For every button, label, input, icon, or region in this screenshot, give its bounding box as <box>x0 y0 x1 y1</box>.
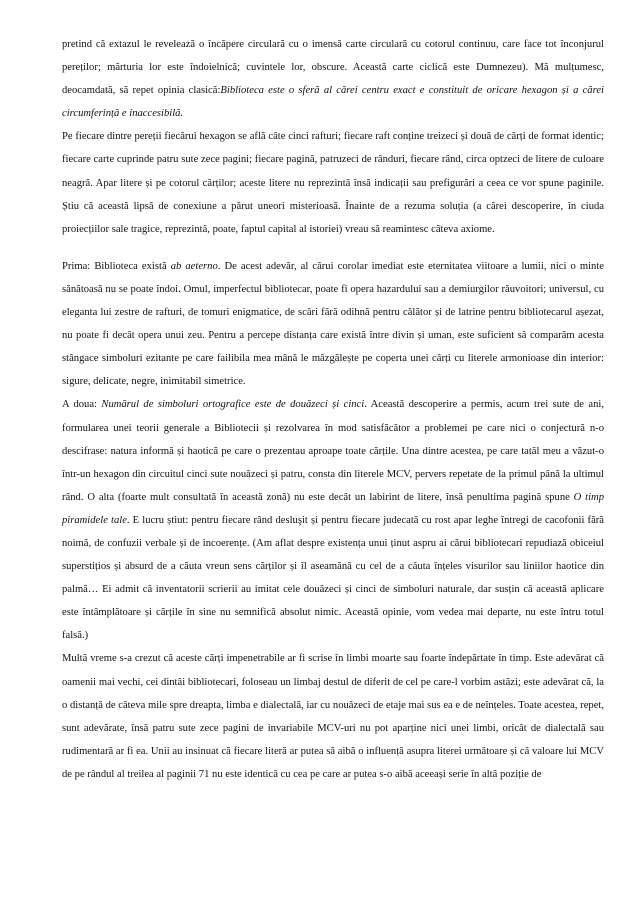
text-segment: pretind că extazul le revelează o încăpere circulară cu o imensă carte circulară cu cotorul continuu, care face tot înconjurul pereților; mărturia lor este îndoielnică; cuvintele lor, obscure. Această carte ciclică este Dumnezeu). Mă mulțumesc, deocamdată, să repet opinia clasică: <box>62 39 604 97</box>
italic-text-segment: Numărul de simboluri ortografice este de douăzeci și cinci <box>101 399 365 411</box>
text-segment: Multă vreme s-a crezut că aceste cărți impenetrabile ar fi scrise în limbi moarte sau foarte îndepărtate în timp. Este adevărat că oamenii mai vechi, cei dintâi bibliotecari, foloseau un limbaj destul de diferit de cel pe care-l vorbim astăzi; este adevărat că, la o distanță de câteva mile spre dreapta, limba e dialectală, iar cu nouăzeci de etaje mai sus ea e de neînțeles. Toate acestea, repet, sunt adevărate, însă patru sute zece pagini de invariabile MCV-uri nu pot aparține nici unei limbi, oricât de dialectală sau rudimentară ar fi ea. Unii au insinuat că fiecare literă ar putea să aibă o influență asupra literei următoare și că valoare lui MCV de pe rândul al treilea al paginii 71 nu este identică cu cea pe care ar putea s-o aibă aceeași serie în altă poziție de <box>62 653 604 780</box>
paragraph <box>62 33 604 125</box>
text-segment: A doua: <box>62 399 102 411</box>
paragraph <box>62 255 604 394</box>
italic-text-segment: ab aeterno <box>170 260 218 272</box>
document-page <box>62 33 604 786</box>
italic-text-segment: O timp piramidele tale <box>62 491 605 526</box>
italic-text-segment: Biblioteca este o sferă al cărei centru exact e constituit de oricare hexagon și a cărei circumferință e inaccesibilă. <box>62 85 604 120</box>
text-segment: . Această descoperire a permis, acum trei sute de ani, formularea unei teorii generale a Bibliotecii și rezolvarea în mod satisfăcător a problemei pe care nici o conjectură n-o descifrase: natura informă și haotică pe care o prezentau aproape toate cărțile. Una dintre acestea, pe care tatăl meu a văzut-o într-un hexagon din circuitul cinci sute nouăzeci și patru, consta din literele MCV, pervers repetate de la primul până la ultimul rând. O alta (foarte mult consultată în această zonă) nu este decât un labirint de litere, însă penultima pagină spune <box>62 399 604 503</box>
paragraph <box>62 647 604 786</box>
text-segment: . E lucru știut: pentru fiecare rând desluşit și pentru fiecare judecată cu rost apar leghe întregi de cacofonii fără noimă, de confuzii verbale și de incoerențe. (Am aflat despre existența unui ținut aspru ai cărui bibliotecari repudiază obiceiul superstițios și absurd de a căuta vreun sens cărților și îl aseamănă cu cel de a căuta înțeles visurilor sau liniilor haotice din palmă… Ei admit că inventatorii scrierii au imitat cele douăzeci și cinci de simboluri naturale, dar susțin că această aplicare este întâmplătoare și cărțile în sine nu semnifică absolut nimic. Această opinie, vom vedea mai departe, nu este întru totul falsă.) <box>62 514 604 642</box>
paragraph <box>62 393 604 647</box>
text-segment: Prima: Biblioteca există <box>62 260 171 272</box>
paragraph <box>62 125 604 240</box>
text-segment: Pe fiecare dintre pereții fiecărui hexagon se află câte cinci rafturi; fiecare raft conține treizeci și două de cărți de format identic; fiecare carte cuprinde patru sute zece pagini; fiecare pagină, patruzeci de rânduri, fiecare rând, circa optzeci de litere de culoare neagră. Apar litere și pe cotorul cărților; aceste litere nu reprezintă însă indicații sau prefigurări a ceea ce vor spune paginile. Știu că această lipsă de conexiune a părut uneori misterioasă. Înainte de a rezuma soluția (a cărei descoperire, în ciuda proiecțiilor sale tragice, reprezintă, poate, faptul capital al istoriei) vreau să reamintesc câteva axiome. <box>62 131 604 235</box>
paragraph-spacer <box>62 241 604 255</box>
text-segment: . De acest adevăr, al cărui corolar imediat este eternitatea viitoare a lumii, nici o minte sănătoasă nu se poate îndoi. Omul, imperfectul bibliotecar, poate fi opera hazardului sau a demiurgilor răuvoitori; universul, cu eleganta lui zestre de rafturi, de tomuri enigmatice, de scări fără odihnă pentru călător și de latrine pentru bibliotecarul așezat, nu poate fi decât opera unui zeu. Pentru a percepe distanța care există între divin și uman, este suficient să comparăm acesta stângace simboluri ezitante pe care failibila mea mână le mâzgălește pe coperta unei cărți cu literele armonioase din interior: sigure, delicate, negre, inimitabil simetrice. <box>62 260 604 388</box>
